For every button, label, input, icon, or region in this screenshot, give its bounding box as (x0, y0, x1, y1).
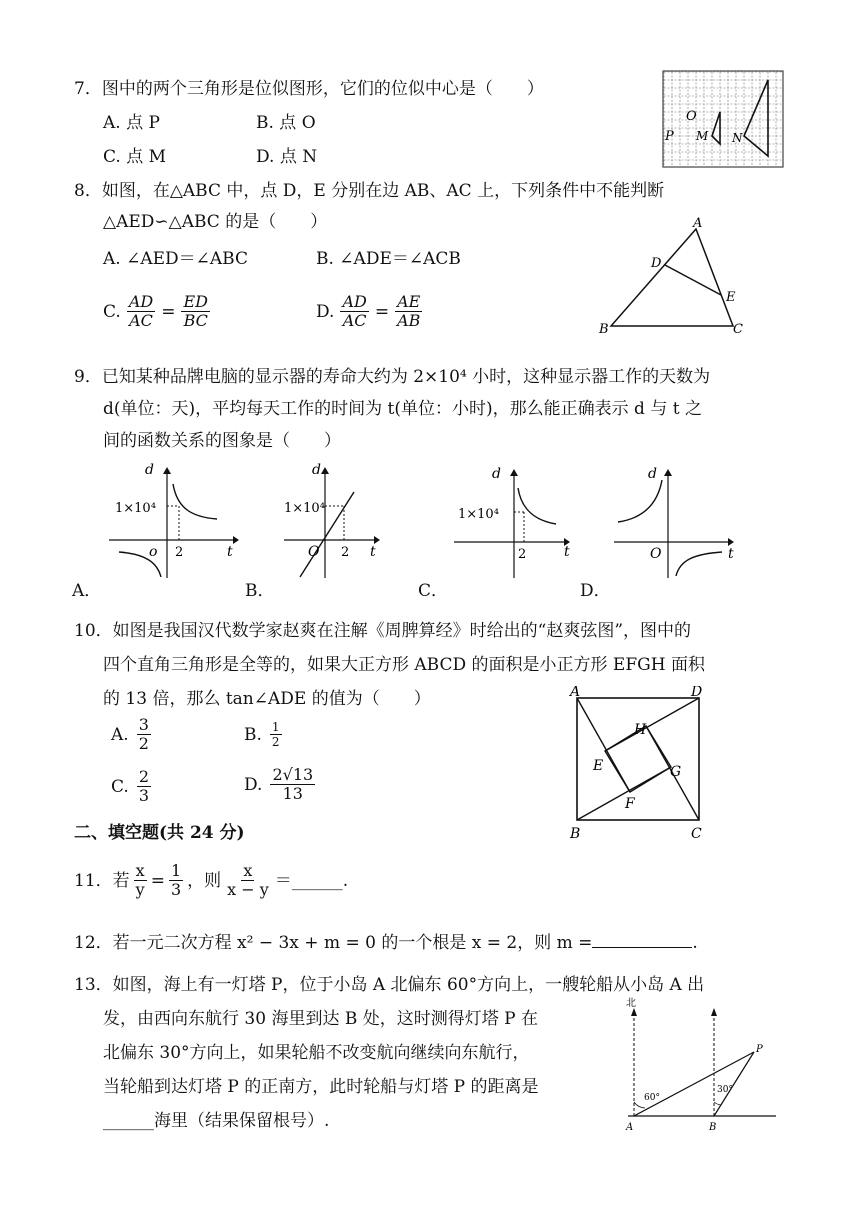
large-triangle (744, 80, 768, 156)
q10-option-c (111, 768, 151, 805)
q9-graph-c (448, 462, 578, 580)
q7-label-o: O (686, 109, 697, 124)
q9b-origin: O (308, 544, 320, 560)
q7-label-p: P (665, 129, 674, 144)
q10-b-num: 1 (271, 720, 280, 734)
q10-zhaoshuang-figure (562, 686, 712, 850)
q7-label-m: M (696, 129, 709, 143)
q9-option-d: D． (580, 581, 611, 601)
q8-c-den2: BC (183, 311, 208, 330)
q9a-origin: o (149, 544, 158, 560)
q9b-axis-t: t (370, 544, 376, 560)
q10-option-d (244, 766, 315, 803)
q9c-axis-t: t (564, 544, 570, 560)
q8-triangle-figure (595, 215, 755, 340)
curve-upper (173, 484, 217, 519)
q13-label-a: A (626, 1122, 634, 1133)
q8-stem-line1: 8．如图，在△ABC 中，点 D，E 分别在边 AB、AC 上，下列条件中不能判断 (74, 181, 665, 201)
q8-d-num1: AD (342, 292, 367, 311)
q9a-axis-t: t (227, 544, 233, 560)
curve-second-quadrant (618, 480, 662, 522)
section-2-title: 二、填空题(共 24 分) (74, 823, 245, 843)
q7-option-b: B. 点 O (256, 113, 316, 133)
q7-option-c: C. 点 M (103, 147, 167, 167)
q12 (74, 932, 698, 954)
q10-a-den: 2 (138, 734, 149, 753)
q8-d-label: D. (316, 301, 335, 322)
q9-option-a: A． (72, 581, 102, 601)
q10-d-num: 2√13 (272, 765, 314, 784)
q13-label-north: 北 (626, 998, 636, 1009)
q10-stem-line2: 四个直角三角形是全等的，如果大正方形 ABCD 的面积是小正方形 EFGH 面积 (103, 655, 705, 675)
q10-label-f: F (625, 796, 635, 812)
q8-option-a: A. ∠AED＝∠ABC (103, 249, 248, 269)
triangle-abc (611, 229, 733, 326)
q11-prefix: 11．若 (74, 870, 130, 891)
q10-label-g: G (670, 764, 682, 780)
q10-c-den: 3 (138, 786, 149, 805)
q8-stem-line2: △AED∽△ABC 的是（ ） (103, 212, 328, 232)
q9a-two: 2 (175, 545, 184, 560)
q10-label-h: H (634, 722, 647, 738)
q10-a-label: A. (111, 724, 129, 745)
q8-d-den1: AC (342, 311, 367, 330)
q7-option-d: D. 点 N (256, 147, 318, 167)
q8-c-num1: AD (128, 292, 154, 311)
q9b-axis-d: d (312, 462, 321, 478)
q9-option-c: C． (418, 581, 449, 601)
q9-graph-b (278, 462, 388, 580)
curve-first-quadrant (518, 488, 556, 524)
q10-c-label: C. (111, 776, 129, 797)
q10-label-e: E (593, 758, 604, 774)
q8-label-d: D (651, 256, 662, 271)
q11-num2: x (243, 861, 253, 880)
q9-graph-a (105, 462, 240, 580)
q9d-axis-t: t (728, 546, 734, 562)
q10-label-b: B (570, 826, 581, 842)
q12-text: 12．若一元二次方程 x² − 3x + m = 0 的一个根是 x = 2，则 m = (74, 933, 593, 953)
q9c-two: 2 (518, 547, 527, 562)
q9-option-b: B． (245, 581, 275, 601)
q13-angle-60: 60° (644, 1093, 660, 1103)
q8-option-d: D. $\frac{AD}{AC}$ = $\frac{AE}{AB}$ (316, 292, 421, 330)
q11-den2: x − y (227, 880, 269, 899)
q13-line4: 当轮船到达灯塔 P 的正南方，此时轮船与灯塔 P 的距离是 (103, 1077, 539, 1097)
q8-label-b: B (599, 322, 609, 337)
q12-answer-blank[interactable] (592, 947, 692, 948)
q10-b-den: 2 (271, 735, 280, 749)
q13-line3: 北偏东 30°方向上，如果轮船不改变航向继续向东航行， (103, 1043, 530, 1063)
q9a-axis-d: d (145, 462, 154, 478)
q7-label-n: N (732, 131, 743, 145)
line-bp (714, 1052, 754, 1116)
q11-middle: ，则 (187, 870, 222, 891)
q11-suffix: ＝______. (274, 870, 349, 891)
q11-one: 1 (170, 861, 182, 880)
line-ap (634, 1052, 754, 1116)
q11: 11．若 $\frac{x}{y}$ = $\frac{1}{3}$ ，则 $\frac{x}{x - y}$ ＝______. (74, 861, 349, 899)
q11-y: y (135, 880, 145, 899)
q9-stem-line3: 间的函数关系的图象是（ ） (103, 431, 341, 451)
q9b-ylabel: 1×10⁴ (284, 501, 325, 516)
q13-angle-30: 30° (717, 1085, 733, 1095)
q9a-ylabel: 1×10⁴ (115, 501, 156, 516)
q10-d-den: 13 (282, 784, 303, 803)
q9b-two: 2 (341, 545, 350, 560)
q8-c-label: C. (103, 301, 121, 322)
q13-lighthouse-figure (614, 994, 786, 1134)
q10-label-d: D (691, 686, 703, 700)
q13-line1: 13．如图，海上有一灯塔 P，位于小岛 A 北偏东 60°方向上，一艘轮船从小岛 A 出 (74, 975, 705, 995)
q13-label-p: P (756, 1044, 763, 1055)
q8-c-num2: ED (183, 292, 208, 311)
q10-option-a (111, 716, 151, 753)
segment-de (665, 265, 721, 295)
q7-option-a: A. 点 P (103, 113, 160, 133)
q10-d-label: D. (244, 774, 263, 795)
q8-d-num2: AE (397, 292, 421, 311)
q9-stem-line2: d(单位：天)，平均每天工作的时间为 t(单位：小时)，那么能正确表示 d 与 t 之 (103, 399, 702, 419)
q10-stem-line1: 10．如图是我国汉代数学家赵爽在注解《周脾算经》时给出的“赵爽弦图”，图中的 (74, 621, 692, 641)
q7-stem: 7．图中的两个三角形是位似图形，它们的位似中心是（ ） (74, 79, 544, 99)
q9-graph-d (610, 462, 750, 580)
q8-d-den2: AB (397, 311, 421, 330)
q10-option-b (244, 720, 282, 749)
q13-line5: ______海里（结果保留根号）. (103, 1111, 330, 1131)
q10-stem-line3: 的 13 倍，那么 tan∠ADE 的值为（ ） (103, 689, 431, 709)
q9d-axis-d: d (648, 466, 657, 482)
q8-label-e: E (726, 290, 736, 305)
q8-label-a: A (693, 216, 703, 231)
q13-label-b: B (709, 1122, 717, 1133)
q12-end: . (692, 933, 698, 953)
q11-x: x (135, 861, 145, 880)
q9c-axis-d: d (492, 466, 501, 482)
q10-label-c: C (691, 826, 702, 842)
q10-a-num: 3 (138, 715, 149, 734)
q9c-ylabel: 1×10⁴ (458, 507, 499, 522)
q8-option-b: B. ∠ADE＝∠ACB (316, 249, 461, 269)
q8-option-c: C. $\frac{AD}{AC}$ = $\frac{ED}{BC}$ (103, 292, 208, 330)
q13-line2: 发，由西向东航行 30 海里到达 B 处，这时测得灯塔 P 在 (103, 1009, 538, 1029)
q9-stem-line1: 9．已知某种品牌电脑的显示器的寿命大约为 2×10⁴ 小时，这种显示器工作的天数为 (74, 367, 711, 387)
q11-three: 3 (170, 880, 182, 899)
q9d-origin: O (650, 546, 662, 562)
q8-c-den1: AC (129, 311, 153, 330)
q10-label-a: A (570, 686, 581, 700)
q10-b-label: B. (244, 724, 262, 745)
curve-fourth-quadrant (676, 552, 722, 576)
q8-label-c: C (733, 322, 743, 337)
q7-grid-figure (662, 70, 784, 168)
q10-c-num: 2 (138, 767, 149, 786)
